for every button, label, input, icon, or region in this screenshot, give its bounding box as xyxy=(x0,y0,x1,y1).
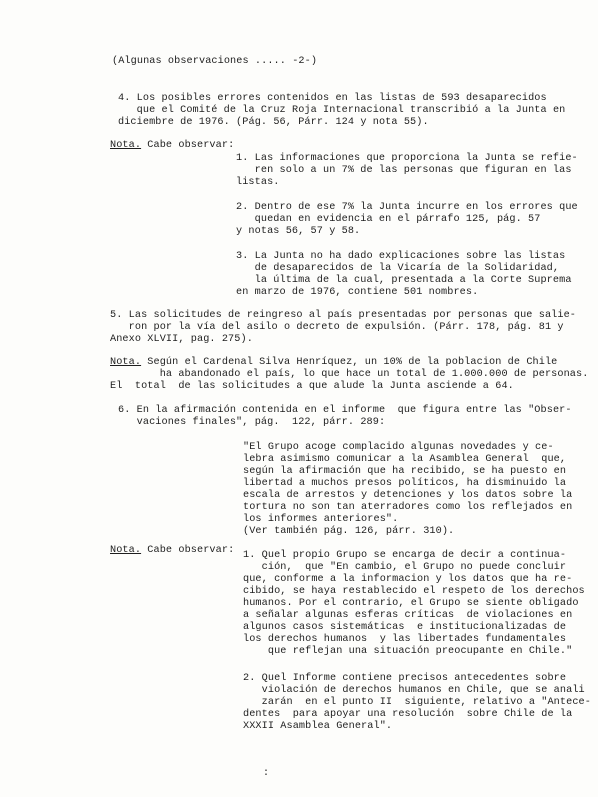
item4-line-2: que el Comité de la Cruz Roja Internacional transcribió a la Junta en xyxy=(118,105,566,116)
item5-line-2: ron por la vía del asilo o decreto de expulsión. (Párr. 178, pág. 81 y xyxy=(110,322,564,333)
nota2-heading xyxy=(110,357,557,369)
nota3-sub1-line-6: a señalar algunas esferas críticas de violaciones en xyxy=(243,610,573,621)
nota3-label: Nota. xyxy=(110,545,142,556)
item5-line-3: Anexo XLVII, pag. 275). xyxy=(110,334,253,345)
nota1-rest: Cabe observar: xyxy=(141,140,235,151)
item4-line-3: diciembre de 1976. (Pág. 56, Párr. 124 y nota 55). xyxy=(118,117,429,128)
nota1-sub1-line-3: listas. xyxy=(236,177,280,188)
item6-line-2: vaciones finales", pág. 122, párr. 289: xyxy=(118,417,386,428)
nota3-sub1-line-5: humanos. Por el contrario, el Grupo se siente obligado xyxy=(243,598,579,609)
nota3-sub1-line-1: 1. Quel propio Grupo se encarga de decir a continua- xyxy=(243,550,567,561)
quote-line-4: libertad a muchos presos políticos, ha disminuido la xyxy=(243,478,567,489)
nota3-rest: Cabe observar: xyxy=(141,545,235,556)
nota1-sub3-line-3: la última de la cual, presentada a la Corte Suprema xyxy=(236,275,572,286)
nota2-first: Según el Cardenal Silva Henríquez, un 10% de la poblacion de Chile xyxy=(141,357,558,368)
quote-line-7: los informes anteriores". xyxy=(243,514,399,525)
nota3-sub1-line-8: los derechos humanos y las libertades fundamentales xyxy=(243,634,567,645)
nota3-sub1-line-4: cibido, se haya restablecido el respeto de los derechos xyxy=(243,586,585,597)
page-header: (Algunas observaciones ..... -2-) xyxy=(112,56,318,67)
nota1-sub1-line-2: ren solo a un 7% de las personas que figuran en las xyxy=(236,165,572,176)
nota3-sub2-line-4: dentes para apoyar una resolución sobre Chile de la xyxy=(243,709,573,720)
nota2-label: Nota. xyxy=(110,357,142,368)
quote-line-6: tortura no son tan aterradores como los reflejados en xyxy=(243,502,573,513)
item5-line-1: 5. Las solicitudes de reingreso al país presentadas por personas que salie- xyxy=(110,310,577,321)
item6-line-1: 6. En la afirmación contenida en el informe que figura entre las "Obser- xyxy=(118,405,572,416)
nota3-sub2-line-3: zarán en el punto II siguiente, relativo a "Antece- xyxy=(243,697,591,708)
quote-line-8: (Ver también pág. 126, párr. 310). xyxy=(243,526,455,537)
nota3-sub2-line-1: 2. Quel Informe contiene precisos antecedentes sobre xyxy=(243,673,567,684)
nota3-sub1-line-9: que reflejan una situación preocupante en Chile." xyxy=(243,646,573,657)
nota1-sub3-line-4: en marzo de 1976, contiene 501 nombres. xyxy=(236,287,479,298)
nota1-sub2-line-1: 2. Dentro de ese 7% la Junta incurre en los errores que xyxy=(236,202,578,213)
nota1-sub3-line-1: 3. La Junta no ha dado explicaciones sobre las listas xyxy=(236,251,566,262)
nota1-sub1-line-1: 1. Las informaciones que proporciona la Junta se refie- xyxy=(236,153,578,164)
quote-line-5: escala de arrestos y detenciones y los datos sobre la xyxy=(243,490,573,501)
quote-line-2: lebra asimismo comunicar a la Asamblea General que, xyxy=(243,454,567,465)
nota3-heading xyxy=(110,545,234,557)
nota1-sub2-line-2: quedan en evidencia en el párrafo 125, pág. 57 xyxy=(236,214,541,225)
quote-line-3: según la afirmación que ha recibido, se ha puesto en xyxy=(243,466,567,477)
nota2-line-3: El total de las solicitudes a que alude la Junta asciende a 64. xyxy=(110,381,514,392)
nota3-sub1-line-3: que, conforme a la informacion y los datos que ha re- xyxy=(243,574,573,585)
nota1-sub3-line-2: de desaparecidos de la Vicaría de la Solidaridad, xyxy=(236,263,560,274)
nota3-sub1-line-7: algunos casos sistemáticas e institucionalizadas de xyxy=(243,622,567,633)
quote-line-1: "El Grupo acoge complacido algunas novedades y ce- xyxy=(243,442,554,453)
nota2-line-2: ha abandonado el país, lo que hace un total de 1.000.000 de personas. xyxy=(110,369,589,380)
nota3-sub1-line-2: ción, que "En cambio, el Grupo no puede concluir xyxy=(243,562,567,573)
page-mark: : xyxy=(263,768,270,779)
nota3-sub2-line-5: XXXII Asamblea General". xyxy=(243,721,393,732)
nota1-sub2-line-3: y notas 56, 57 y 58. xyxy=(236,226,361,237)
nota3-sub2-line-2: violación de derechos humanos en Chile, que se anali xyxy=(243,685,585,696)
nota1-heading xyxy=(110,140,234,152)
item4-line-1: 4. Los posibles errores contenidos en las listas de 593 desaparecidos xyxy=(118,93,547,104)
nota1-label: Nota. xyxy=(110,140,142,151)
